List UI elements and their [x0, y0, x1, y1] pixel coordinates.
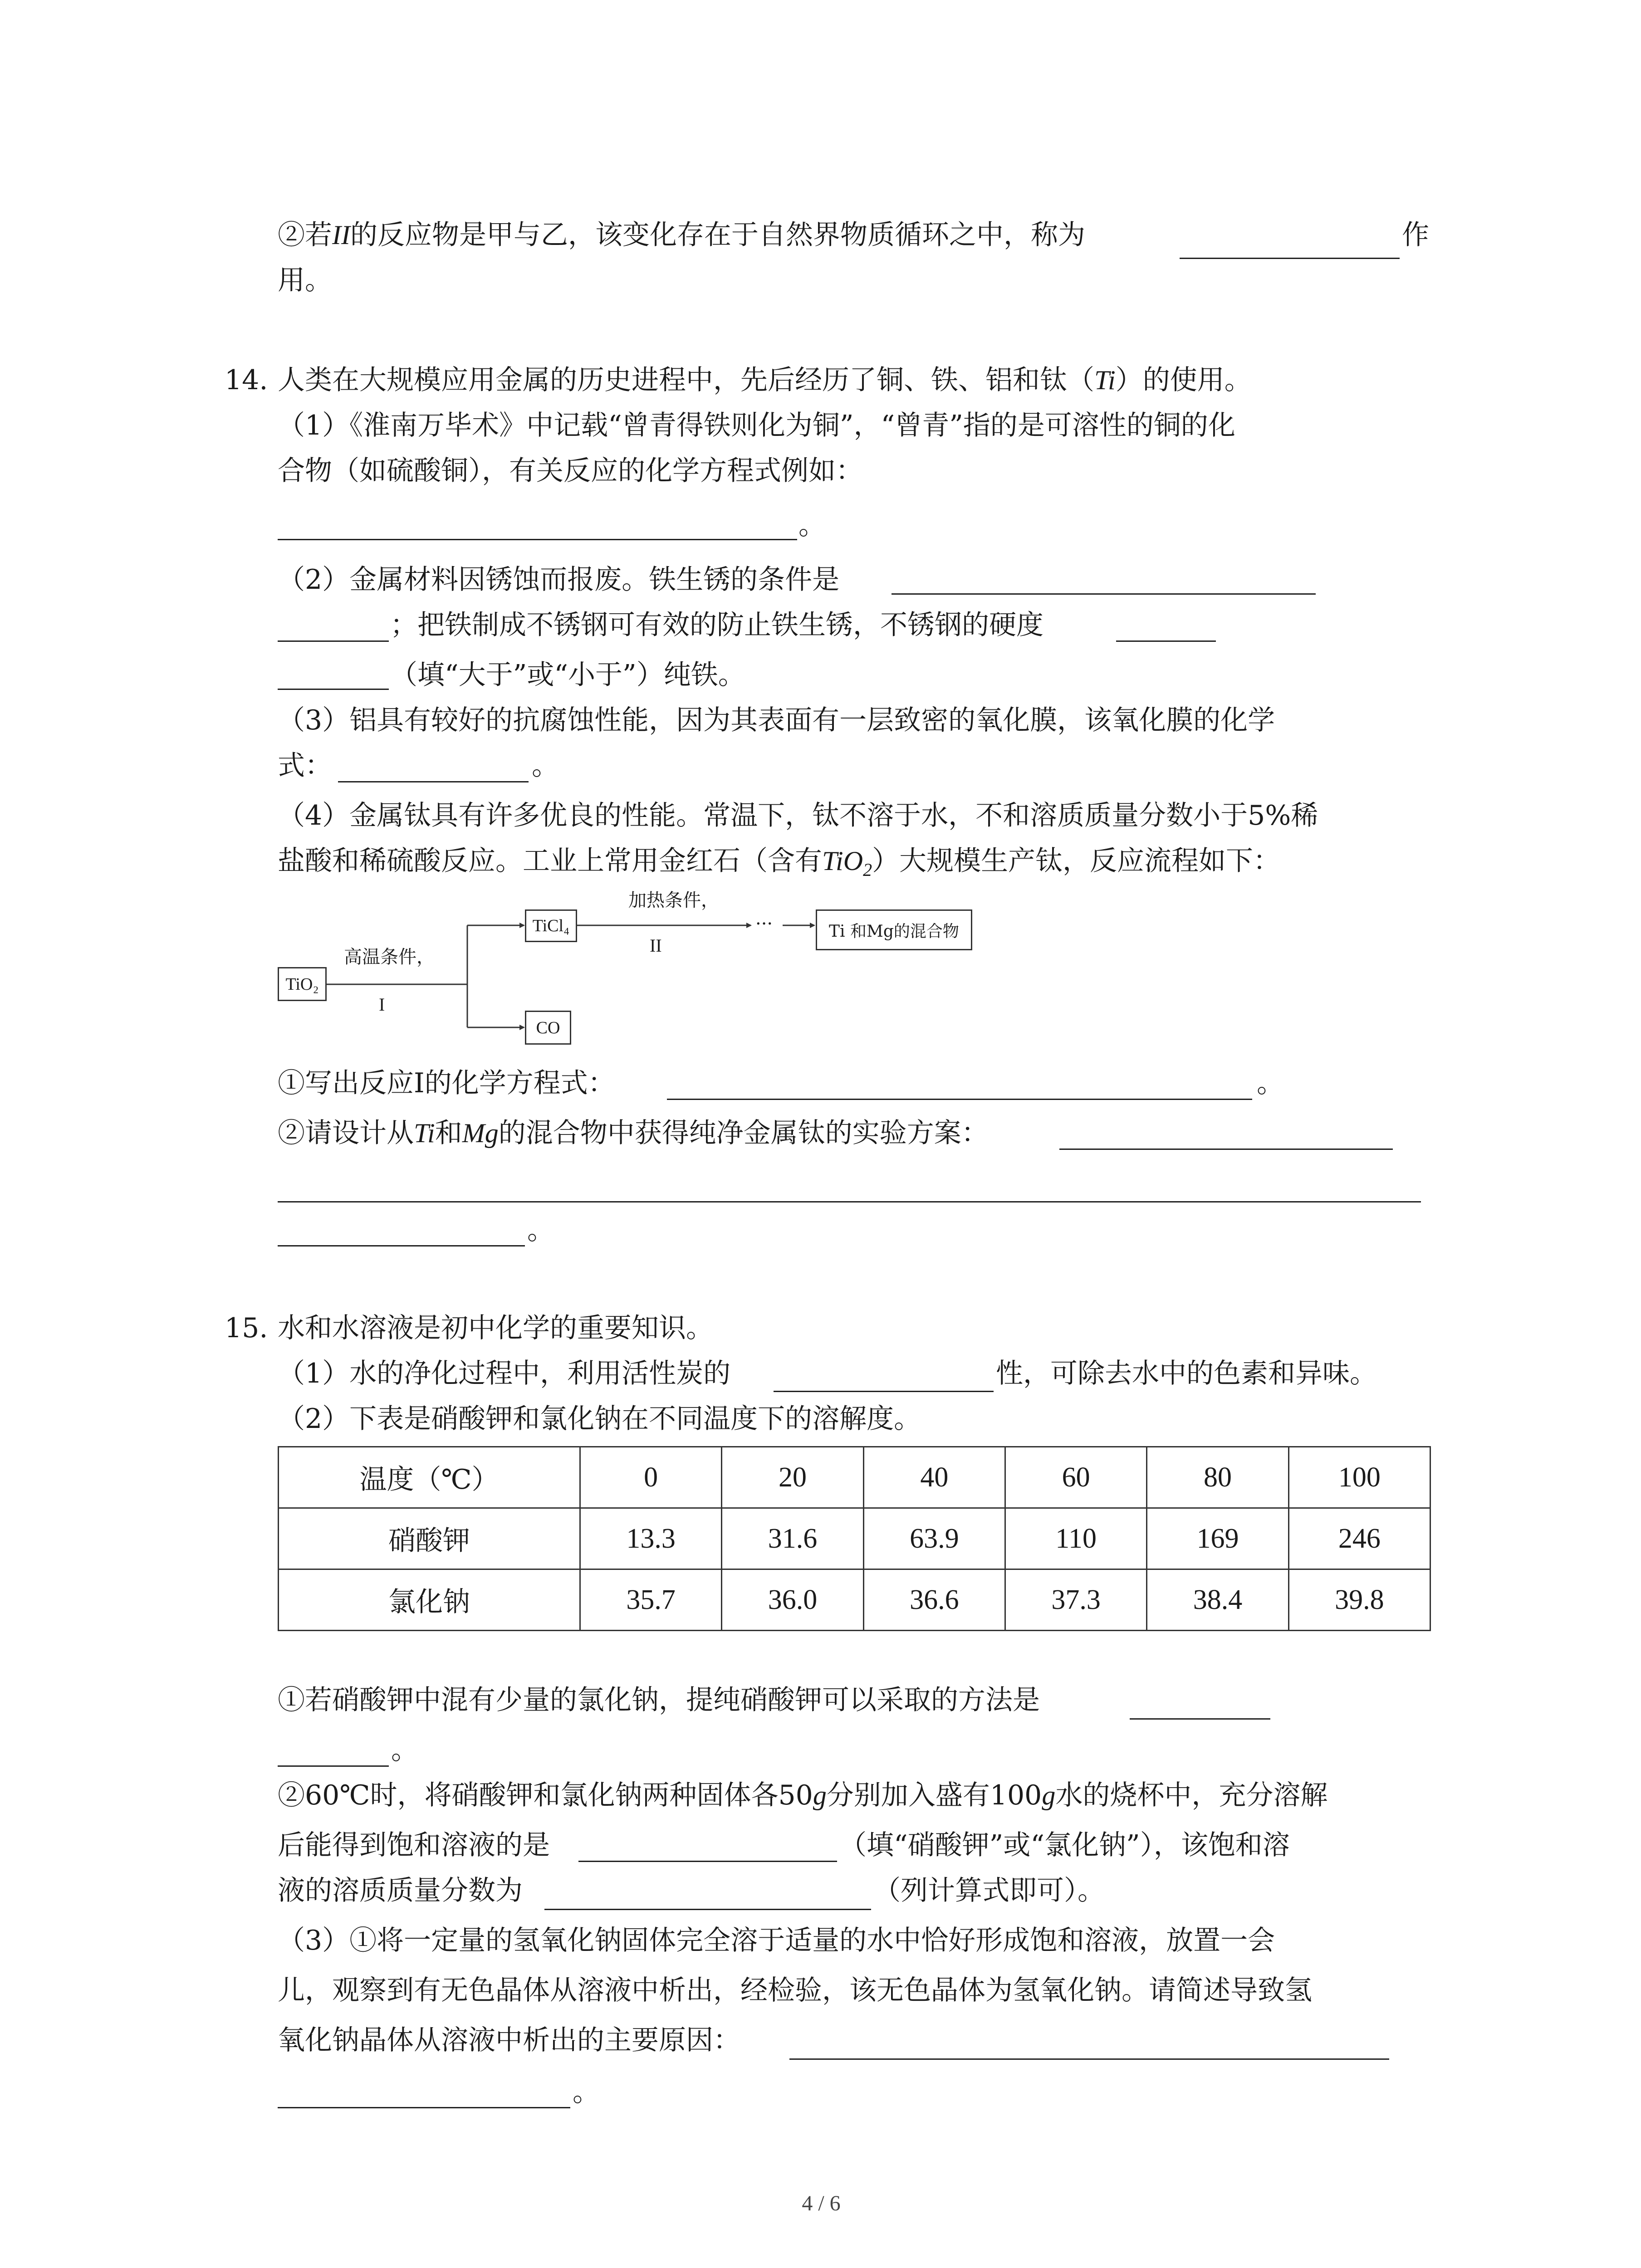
q14-s1: ①写出反应Ⅰ的化学方程式： [278, 1067, 615, 1099]
table-cell: 硝酸钾 [279, 1508, 580, 1569]
q15-s2-line3a: 液的溶质质量分数为 [278, 1875, 523, 1906]
q15-s2-blank1[interactable] [578, 1861, 837, 1862]
page-number: 4 / 6 [802, 2191, 841, 2215]
q15-p1-post: 性，可除去水中的色素和异味。 [996, 1358, 1377, 1389]
q14-intro: 人类在大规模应用金属的历史进程中，先后经历了铜、铁、铝和钛（Ti）的使用。 [278, 364, 1252, 396]
flow-box-final: Ti 和Mg的混合物 [816, 909, 972, 950]
flow-box-ticl4: TiCl₄ [525, 909, 577, 942]
q13-item2-line1: ②若II的反应物是甲与乙，该变化存在于自然界物质循环之中，称为 [278, 219, 1085, 251]
q15-intro: 水和水溶液是初中化学的重要知识。 [278, 1312, 713, 1344]
q15-s2-line2b: （填“硝酸钾”或“氯化钠”），该饱和溶 [839, 1829, 1290, 1861]
flow-cond1: 高温条件， [344, 947, 435, 968]
table-cell: 169 [1147, 1508, 1288, 1569]
q15-s2-line2a: 后能得到饱和溶液的是 [278, 1829, 550, 1861]
table-cell: 100 [1288, 1447, 1430, 1508]
q15-s2-line1: ②60℃时，将硝酸钾和氯化钠两种固体各50g分别加入盛有100g水的烧杯中，充分溶解 [278, 1779, 1328, 1811]
flow-dots: ··· [755, 914, 773, 934]
q13-item2-line2: 用。 [278, 264, 332, 296]
q13-answer-blank[interactable] [1180, 258, 1400, 259]
q14-p4-line2: 盐酸和稀硫酸反应。工业上常用金红石（含有TiO$_2$）大规模生产钛，反应流程如下： [278, 845, 1281, 880]
table-cell: 246 [1288, 1508, 1430, 1569]
q14-p2-blank2b[interactable] [278, 689, 389, 690]
q13-var-ii: II [332, 220, 350, 250]
q14-s1-end: 。 [1257, 1067, 1284, 1099]
q14-p2-line3: （填“大于”或“小于”）纯铁。 [390, 659, 745, 691]
q14-p1-end: 。 [798, 509, 826, 541]
q15-s2-blank2[interactable] [544, 1909, 871, 1910]
q14-number: 14. [225, 364, 268, 396]
q14-p2-blank1a[interactable] [892, 593, 1316, 595]
q14-s2-blank1[interactable] [1059, 1149, 1393, 1150]
q14-p2-line1: （2）金属材料因锈蚀而报废。铁生锈的条件是 [278, 564, 840, 596]
table-cell: 80 [1147, 1447, 1288, 1508]
q15-number: 15. [225, 1312, 268, 1344]
solubility-table [278, 1446, 1431, 1631]
table-cell: 38.4 [1147, 1569, 1288, 1631]
q14-p1-line2: 合物（如硫酸铜），有关反应的化学方程式例如： [278, 455, 863, 487]
q15-s1-line1: ①若硝酸钾中混有少量的氯化钠，提纯硝酸钾可以采取的方法是 [278, 1684, 1040, 1716]
table-cell: 110 [1005, 1508, 1146, 1569]
flow-box-tio2: TiO₂ [278, 967, 327, 1001]
flow-box-co: CO [525, 1011, 571, 1045]
q15-p2: （2）下表是硝酸钾和氯化钠在不同温度下的溶解度。 [278, 1403, 921, 1435]
table-cell: 40 [863, 1447, 1005, 1508]
table-cell: 31.6 [722, 1508, 863, 1569]
table-cell: 36.0 [722, 1569, 863, 1631]
q15-p1-pre: （1）水的净化过程中，利用活性炭的 [278, 1358, 731, 1389]
q15-s2-line3b: （列计算式即可）。 [873, 1875, 1105, 1906]
table-cell: 37.3 [1005, 1569, 1146, 1631]
q14-p3-blank[interactable] [338, 781, 529, 782]
table-row-temperature [279, 1447, 1430, 1508]
flow-step1: I [379, 994, 385, 1015]
q14-s1-blank[interactable] [667, 1099, 1252, 1100]
q15-p3-line1: （3）①将一定量的氢氧化钠固体完全溶于适量的水中恰好形成饱和溶液，放置一会 [278, 1925, 1275, 1956]
q15-p3-blank2[interactable] [278, 2107, 570, 2108]
table-row-nacl [279, 1569, 1430, 1631]
q15-s1-blank1[interactable] [1130, 1718, 1270, 1720]
table-cell: 35.7 [580, 1569, 722, 1631]
q15-p3-blank1[interactable] [789, 2058, 1389, 2060]
table-cell: 温度（℃） [279, 1447, 580, 1508]
q15-p3-line3: 氧化钠晶体从溶液中析出的主要原因： [278, 2024, 740, 2056]
q14-p1-blank[interactable] [278, 539, 797, 540]
q13-item2-end: 作 [1402, 219, 1429, 251]
table-cell: 13.3 [580, 1508, 722, 1569]
q14-p2-blank2a[interactable] [1116, 640, 1216, 642]
q15-p1-blank[interactable] [774, 1391, 994, 1392]
q14-p3-end: 。 [532, 750, 559, 782]
table-cell: 氯化钠 [279, 1569, 580, 1631]
q14-s2-blank2[interactable] [278, 1201, 1421, 1202]
table-cell: 63.9 [863, 1508, 1005, 1569]
table-cell: 39.8 [1288, 1569, 1430, 1631]
q14-s2: ②请设计从Ti和Mg的混合物中获得纯净金属钛的实验方案： [278, 1117, 989, 1149]
table-cell: 20 [722, 1447, 863, 1508]
table-cell: 60 [1005, 1447, 1146, 1508]
table-cell: 36.6 [863, 1569, 1005, 1631]
q14-p2-line2: ；把铁制成不锈钢可有效的防止铁生锈，不锈钢的硬度 [390, 609, 1043, 641]
q14-p3-line1: （3）铝具有较好的抗腐蚀性能，因为其表面有一层致密的氧化膜，该氧化膜的化学 [278, 704, 1275, 736]
q14-p2-blank1b[interactable] [278, 640, 389, 642]
q14-s2-blank3[interactable] [278, 1245, 525, 1246]
table-cell: 0 [580, 1447, 722, 1508]
flow-cond2: 加热条件， [628, 890, 719, 911]
q14-p1-line1: （1）《淮南万毕术》中记载“曾青得铁则化为铜”，“曾青”指的是可溶性的铜的化 [278, 410, 1235, 441]
q15-p3-end: 。 [573, 2076, 600, 2108]
q15-s1-end: 。 [391, 1734, 418, 1766]
flow-step2: II [650, 935, 662, 956]
q15-p3-line2: 儿，观察到有无色晶体从溶液中析出，经检验，该无色晶体为氢氧化钠。请简述导致氢 [278, 1975, 1312, 2006]
q14-s2-end: 。 [527, 1214, 554, 1246]
q14-p4-line1: （4）金属钛具有许多优良的性能。常温下，钛不溶于水，不和溶质质量分数小于5%稀 [278, 800, 1318, 831]
q14-p3-line2: 式： [278, 750, 332, 782]
table-row-kno3 [279, 1508, 1430, 1569]
q15-s1-blank2[interactable] [278, 1765, 389, 1767]
